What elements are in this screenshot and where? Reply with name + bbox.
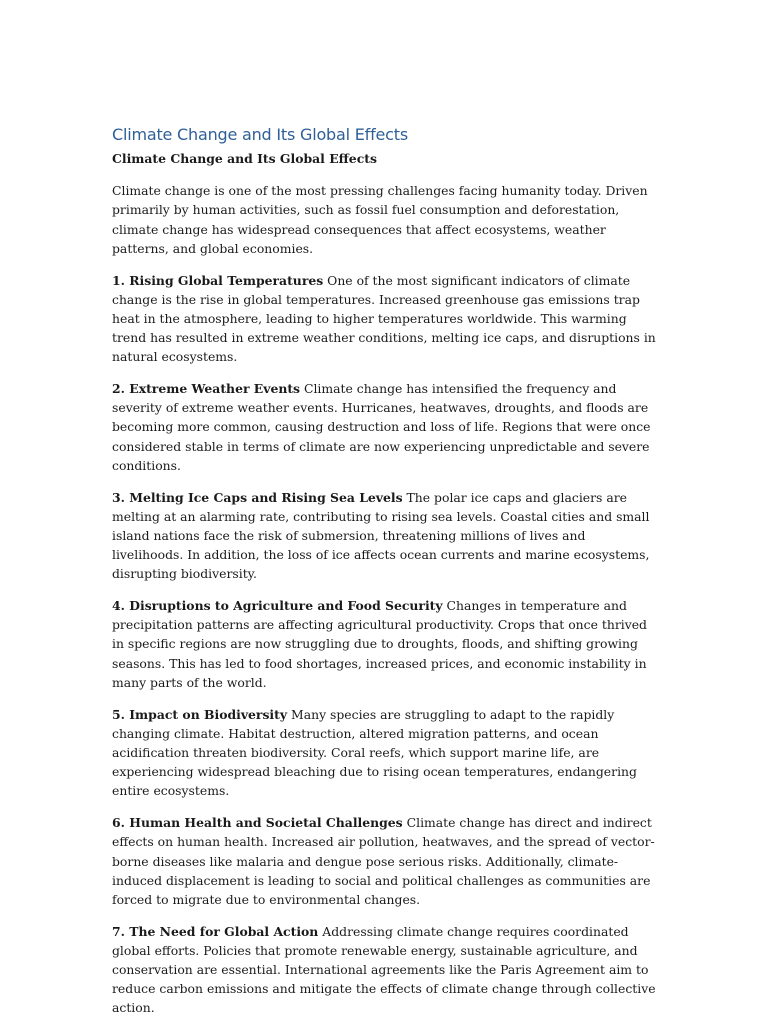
- section-body: Climate change has intensified the frequency and severity of extreme weather events. Hurricanes, heatwaves, droughts, and floods are becoming more common, causing destruction and loss of life. Regions that were once considered stable in terms of climate are now experiencing unpredictable and severe conditions.: [112, 381, 651, 473]
- section-heading: 2. Extreme Weather Events: [112, 381, 301, 397]
- section-heading: 7. The Need for Global Action: [112, 923, 319, 939]
- section-paragraph: [112, 922, 657, 1018]
- section-paragraph: [112, 705, 657, 801]
- section-heading: 3. Melting Ice Caps and Rising Sea Levels: [112, 489, 403, 505]
- section-body: Climate change has direct and indirect effects on human health. Increased air pollution, heatwaves, and the spread of vector-borne diseases like malaria and dengue pose serious risks. Additionally, climate-induced displacement is leading to social and political challenges as communities are forced to migrate due to environmental changes.: [112, 815, 655, 907]
- section-heading: 4. Disruptions to Agriculture and Food Security: [112, 598, 443, 614]
- section-body: Many species are struggling to adapt to the rapidly changing climate. Habitat destruction, altered migration patterns, and ocean acidification threaten biodiversity. Coral reefs, which support marine life, are experiencing widespread bleaching due to rising ocean temperatures, endangering entire ecosystems.: [112, 706, 637, 799]
- section-heading: 5. Impact on Biodiversity: [112, 706, 288, 722]
- section-paragraph: [112, 379, 657, 475]
- section-body: Addressing climate change requires coordinated global efforts. Policies that promote renewable energy, sustainable agriculture, and conservation are essential. International agreements like the Paris Agreement aim to reduce carbon emissions and mitigate the effects of climate change through collective action.: [112, 923, 656, 1016]
- intro-paragraph: Climate change is one of the most pressing challenges facing humanity today. Driven primarily by human activities, such as fossil fuel consumption and deforestation, climate change has widespread consequences that affect ecosystems, weather patterns, and global economies.: [112, 183, 648, 256]
- section-heading: 6. Human Health and Societal Challenges: [112, 815, 403, 831]
- section-body: The polar ice caps and glaciers are melting at an alarming rate, contributing to rising sea levels. Coastal cities and small island nations face the risk of submersion, threatening millions of lives and livelihoods. In addition, the loss of ice affects ocean currents and marine ecosystems, disrupting biodiversity.: [112, 489, 650, 582]
- section-paragraph: [112, 271, 657, 367]
- section-heading: 1. Rising Global Temperatures: [112, 272, 324, 288]
- section-body: One of the most significant indicators of climate change is the rise in global temperatures. Increased greenhouse gas emissions trap heat in the atmosphere, leading to higher temperatures worldwide. This warming trend has resulted in extreme weather conditions, melting ice caps, and disruptions in natural ecosystems.: [112, 272, 656, 365]
- section-paragraph: [112, 488, 657, 584]
- section-paragraph: [112, 596, 657, 692]
- section-paragraph: [112, 813, 657, 909]
- document-subtitle: Climate Change and Its Global Effects: [112, 151, 377, 166]
- document-page: [112, 124, 657, 1030]
- section-body: Changes in temperature and precipitation patterns are affecting agricultural productivity. Crops that once thrived in specific regions are now struggling due to droughts, floods, and shifting growing seasons. This has led to food shortages, increased prices, and economic instability in many parts of the world.: [112, 598, 647, 690]
- document-title: Climate Change and Its Global Effects: [112, 125, 408, 144]
